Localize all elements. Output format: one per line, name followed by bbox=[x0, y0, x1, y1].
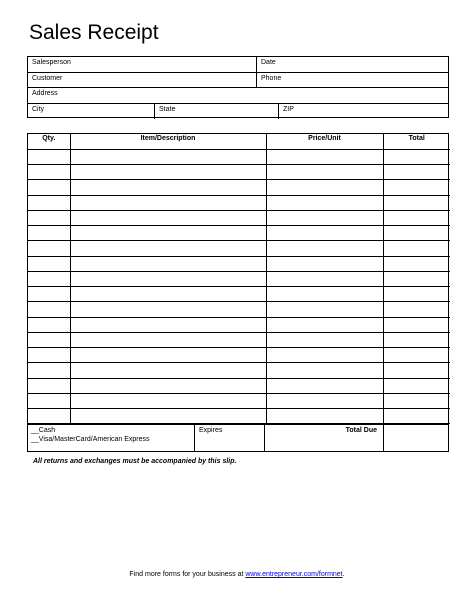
city-field[interactable]: City bbox=[32, 105, 45, 113]
footer-prefix: Find more forms for your business at bbox=[129, 571, 246, 578]
total-cell[interactable] bbox=[383, 241, 450, 256]
item-description-cell[interactable] bbox=[70, 210, 266, 225]
item-description-cell[interactable] bbox=[70, 302, 266, 317]
table-row bbox=[28, 256, 450, 271]
table-row bbox=[28, 332, 450, 347]
total-cell[interactable] bbox=[383, 317, 450, 332]
item-description-cell[interactable] bbox=[70, 378, 266, 393]
qty-cell[interactable] bbox=[28, 302, 70, 317]
table-header-row bbox=[28, 134, 450, 149]
price-unit-cell[interactable] bbox=[266, 180, 383, 195]
address-field[interactable]: Address bbox=[32, 90, 58, 97]
table-row bbox=[28, 241, 450, 256]
table-row bbox=[28, 317, 450, 332]
price-unit-cell[interactable] bbox=[266, 149, 383, 164]
total-cell[interactable] bbox=[383, 332, 450, 347]
qty-cell[interactable] bbox=[28, 393, 70, 408]
table-row bbox=[28, 363, 450, 378]
qty-cell[interactable] bbox=[28, 409, 70, 424]
table-row bbox=[28, 271, 450, 286]
item-description-cell[interactable] bbox=[70, 271, 266, 286]
price-unit-cell[interactable] bbox=[266, 256, 383, 271]
total-cell[interactable] bbox=[383, 302, 450, 317]
zip-field[interactable]: ZIP bbox=[278, 104, 450, 120]
qty-cell[interactable] bbox=[28, 317, 70, 332]
qty-cell[interactable] bbox=[28, 180, 70, 195]
item-description-cell[interactable] bbox=[70, 256, 266, 271]
footer-link[interactable]: www.entrepreneur.com/formnet bbox=[245, 571, 343, 578]
item-description-cell[interactable] bbox=[70, 180, 266, 195]
item-description-cell[interactable] bbox=[70, 287, 266, 302]
total-cell[interactable] bbox=[383, 256, 450, 271]
total-cell[interactable] bbox=[383, 363, 450, 378]
price-unit-cell[interactable] bbox=[266, 302, 383, 317]
table-row bbox=[28, 393, 450, 408]
table-row bbox=[28, 195, 450, 210]
qty-cell[interactable] bbox=[28, 195, 70, 210]
expires-field[interactable]: Expires bbox=[195, 425, 265, 451]
footer-text bbox=[0, 571, 474, 578]
table-row bbox=[28, 287, 450, 302]
qty-cell[interactable] bbox=[28, 165, 70, 180]
price-unit-cell[interactable] bbox=[266, 348, 383, 363]
table-row bbox=[28, 302, 450, 317]
item-description-header: Item/Description bbox=[70, 134, 266, 149]
item-description-cell[interactable] bbox=[70, 393, 266, 408]
items-table bbox=[27, 133, 449, 452]
table-row bbox=[28, 409, 450, 424]
price-unit-cell[interactable] bbox=[266, 226, 383, 241]
table-row bbox=[28, 210, 450, 225]
info-row-city bbox=[28, 104, 448, 120]
total-cell[interactable] bbox=[383, 149, 450, 164]
info-row-address bbox=[28, 88, 448, 104]
date-field[interactable]: Date bbox=[256, 57, 450, 72]
footer-suffix: . bbox=[342, 571, 345, 578]
state-field[interactable]: State bbox=[154, 104, 278, 120]
salesperson-field[interactable]: Salesperson bbox=[32, 59, 71, 66]
item-description-cell[interactable] bbox=[70, 409, 266, 424]
item-description-cell[interactable] bbox=[70, 241, 266, 256]
item-description-cell[interactable] bbox=[70, 165, 266, 180]
price-unit-cell[interactable] bbox=[266, 287, 383, 302]
qty-header: Qty. bbox=[28, 134, 70, 149]
price-unit-cell[interactable] bbox=[266, 271, 383, 286]
total-cell[interactable] bbox=[383, 271, 450, 286]
table-row bbox=[28, 348, 450, 363]
qty-cell[interactable] bbox=[28, 287, 70, 302]
item-description-cell[interactable] bbox=[70, 226, 266, 241]
qty-cell[interactable] bbox=[28, 226, 70, 241]
table-row bbox=[28, 378, 450, 393]
item-description-cell[interactable] bbox=[70, 195, 266, 210]
payment-method-cell bbox=[28, 425, 195, 451]
total-cell[interactable] bbox=[383, 409, 450, 424]
price-unit-cell[interactable] bbox=[266, 195, 383, 210]
item-description-cell[interactable] bbox=[70, 363, 266, 378]
total-cell[interactable] bbox=[383, 180, 450, 195]
table-row bbox=[28, 180, 450, 195]
table-row bbox=[28, 165, 450, 180]
customer-field[interactable]: Customer bbox=[32, 74, 63, 82]
info-row-salesperson bbox=[28, 57, 448, 73]
item-description-cell[interactable] bbox=[70, 332, 266, 347]
qty-cell[interactable] bbox=[28, 149, 70, 164]
total-cell[interactable] bbox=[383, 378, 450, 393]
price-unit-cell[interactable] bbox=[266, 332, 383, 347]
price-unit-cell[interactable] bbox=[266, 409, 383, 424]
price-unit-cell[interactable] bbox=[266, 393, 383, 408]
price-unit-cell[interactable] bbox=[266, 317, 383, 332]
total-cell[interactable] bbox=[383, 348, 450, 363]
total-cell[interactable] bbox=[383, 165, 450, 180]
total-header: Total bbox=[383, 134, 450, 149]
info-row-customer bbox=[28, 73, 448, 89]
total-cell[interactable] bbox=[383, 210, 450, 225]
qty-cell[interactable] bbox=[28, 363, 70, 378]
item-description-cell[interactable] bbox=[70, 149, 266, 164]
qty-cell[interactable] bbox=[28, 332, 70, 347]
total-cell[interactable] bbox=[383, 195, 450, 210]
total-cell[interactable] bbox=[383, 226, 450, 241]
total-cell[interactable] bbox=[383, 393, 450, 408]
phone-field[interactable]: Phone bbox=[256, 73, 450, 88]
price-unit-cell[interactable] bbox=[266, 241, 383, 256]
price-unit-cell[interactable] bbox=[266, 210, 383, 225]
customer-info-box bbox=[27, 56, 449, 118]
qty-cell[interactable] bbox=[28, 241, 70, 256]
price-unit-cell[interactable] bbox=[266, 165, 383, 180]
qty-cell[interactable] bbox=[28, 256, 70, 271]
price-unit-cell[interactable] bbox=[266, 363, 383, 378]
price-unit-cell[interactable] bbox=[266, 378, 383, 393]
item-description-cell[interactable] bbox=[70, 348, 266, 363]
qty-cell[interactable] bbox=[28, 271, 70, 286]
price-unit-header: Price/Unit bbox=[266, 134, 383, 149]
returns-note: All returns and exchanges must be accompanied by this slip. bbox=[33, 458, 237, 465]
qty-cell[interactable] bbox=[28, 210, 70, 225]
cash-option[interactable]: __Cash bbox=[31, 427, 56, 435]
table-row bbox=[28, 149, 450, 164]
payment-row bbox=[28, 424, 448, 451]
qty-cell[interactable] bbox=[28, 378, 70, 393]
page-title: Sales Receipt bbox=[29, 21, 159, 44]
card-option[interactable]: __Visa/MasterCard/American Express bbox=[31, 435, 150, 443]
qty-cell[interactable] bbox=[28, 348, 70, 363]
item-description-cell[interactable] bbox=[70, 317, 266, 332]
total-due-label: Total Due bbox=[345, 427, 377, 435]
total-cell[interactable] bbox=[383, 287, 450, 302]
total-due-value[interactable] bbox=[383, 425, 449, 451]
table-row bbox=[28, 226, 450, 241]
